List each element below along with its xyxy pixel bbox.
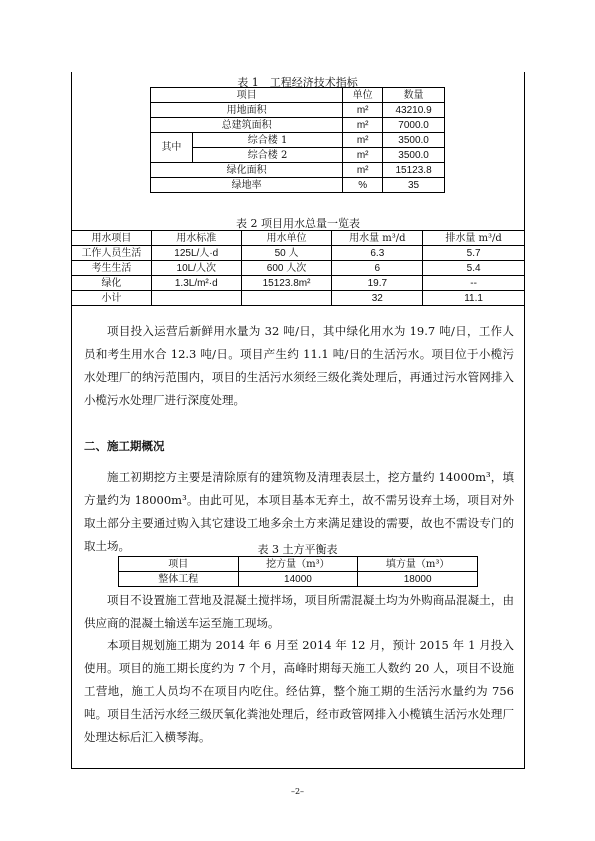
page-number: –2– — [290, 787, 305, 796]
table2-header-row — [72, 231, 525, 246]
table2-cell: 绿化 — [72, 276, 152, 291]
table2-cell: 600 人次 — [241, 261, 332, 276]
table3-cell: 14000 — [238, 572, 358, 587]
table-row — [72, 246, 525, 261]
table2-cell: 125L/人·d — [151, 246, 241, 261]
table1-caption: 表 1 工程经济技术指标 — [237, 76, 358, 89]
table2-header: 用水单位 — [241, 231, 332, 246]
table2-cell: 50 人 — [241, 246, 332, 261]
table1-cell: % — [343, 178, 383, 193]
paragraph-earthwork: 施工初期挖方主要是清除原有的建筑物及清理表层土，挖方量约 14000m³，填方量约为 18000m³。由此可见，本项目基本无弃土，故不需另设弃土场，项目对外取土部分主要通过购入其它建设工地多余土方来满足建设的需要，故也不需设专门的取土场。 — [84, 470, 514, 553]
table2-cell: 小计 — [72, 291, 152, 306]
table1-cell: m² — [343, 163, 383, 178]
table1-cell: m² — [343, 118, 383, 133]
table2-cell — [151, 291, 241, 306]
table2-header: 用水量 m³/d — [332, 231, 423, 246]
paragraph-water-usage: 项目投入运营后新鲜用水量为 32 吨/日，其中绿化用水为 19.7 吨/日，工作人员和考生用水合 12.3 吨/日。项目产生约 11.1 吨/日的生活污水。项目位于小榄污水处理厂的纳污范围内，项目的生活污水须经三级化粪处理后，再通过污水管网排入小榄污水处理厂进行深度处理。 — [84, 324, 514, 407]
table1-cell: 15123.8 — [383, 163, 445, 178]
table-row — [151, 178, 445, 193]
table3-header-row — [119, 557, 478, 572]
table-row — [72, 261, 525, 276]
table1-cell: 35 — [383, 178, 445, 193]
table-row — [151, 163, 445, 178]
paragraph-concrete: 项目不设置施工营地及混凝土搅拌场，项目所需混凝土均为外购商品混凝土，由供应商的混凝土输送车运至施工现场。 — [84, 593, 514, 630]
table3-header: 填方量（m³） — [358, 557, 478, 572]
table3 — [118, 556, 478, 587]
table1-cell: m² — [343, 133, 383, 148]
table1-cell: 3500.0 — [383, 148, 445, 163]
table1-cell: m² — [343, 103, 383, 118]
table-row — [151, 148, 445, 163]
paragraph-construction-period: 本项目规划施工期为 2014 年 6 月至 2014 年 12 月，预计 2015 年 1 月投入使用。项目的施工期长度约为 7 个月，高峰时期每天施工人数约 20 人，项目不设施工营地，施工人员均不在项目内吃住。经估算，整个施工期的生活污水量约为 756 吨。项目生活污水经三级厌氧化粪池处理后，经市政管网排入小榄镇生活污水处理厂处理达标后汇入横琴海。 — [84, 638, 514, 744]
table1-cell: m² — [343, 148, 383, 163]
table2-caption: 表 2 项目用水总量一览表 — [236, 217, 360, 230]
table1-cell: 绿化面积 — [151, 163, 343, 178]
table2-cell: 32 — [332, 291, 423, 306]
table2-cell: -- — [423, 276, 525, 291]
table1-cell: 7000.0 — [383, 118, 445, 133]
table2-header: 用水项目 — [72, 231, 152, 246]
table2-cell: 11.1 — [423, 291, 525, 306]
table1 — [150, 87, 445, 193]
table2-cell: 5.7 — [423, 246, 525, 261]
table1-cell: 43210.9 — [383, 103, 445, 118]
table1-header-row — [151, 88, 445, 103]
table-row — [151, 103, 445, 118]
table2-cell: 6 — [332, 261, 423, 276]
table2-cell: 10L/人次 — [151, 261, 241, 276]
section-heading: 二、施工期概况 — [84, 439, 165, 453]
table1-header-unit: 单位 — [343, 88, 383, 103]
table2-cell: 5.4 — [423, 261, 525, 276]
table1-cell: 用地面积 — [151, 103, 343, 118]
table2-cell: 6.3 — [332, 246, 423, 261]
table3-cell: 整体工程 — [119, 572, 239, 587]
table1-cell: 3500.0 — [383, 133, 445, 148]
table-row — [72, 291, 525, 306]
table2 — [71, 230, 525, 306]
table1-group-cell: 其中 — [151, 133, 193, 163]
table3-cell: 18000 — [358, 572, 478, 587]
table2-cell: 考生生活 — [72, 261, 152, 276]
table2-cell: 工作人员生活 — [72, 246, 152, 261]
table1-header-item: 项目 — [151, 88, 343, 103]
table1-cell: 综合楼 2 — [192, 148, 342, 163]
table3-header: 项目 — [119, 557, 239, 572]
table1-header-value: 数量 — [383, 88, 445, 103]
table1-cell: 总建筑面积 — [151, 118, 343, 133]
table2-cell: 1.3L/m²·d — [151, 276, 241, 291]
table-row — [72, 276, 525, 291]
table2-cell: 15123.8m² — [241, 276, 332, 291]
table1-cell: 绿地率 — [151, 178, 343, 193]
table-row — [119, 572, 478, 587]
table3-caption: 表 3 土方平衡表 — [257, 543, 338, 556]
table-row — [151, 133, 445, 148]
table2-header: 排水量 m³/d — [423, 231, 525, 246]
table-row — [151, 118, 445, 133]
table2-cell: 19.7 — [332, 276, 423, 291]
table2-header: 用水标准 — [151, 231, 241, 246]
table1-cell: 综合楼 1 — [192, 133, 342, 148]
table3-header: 挖方量（m³） — [238, 557, 358, 572]
table2-cell — [241, 291, 332, 306]
